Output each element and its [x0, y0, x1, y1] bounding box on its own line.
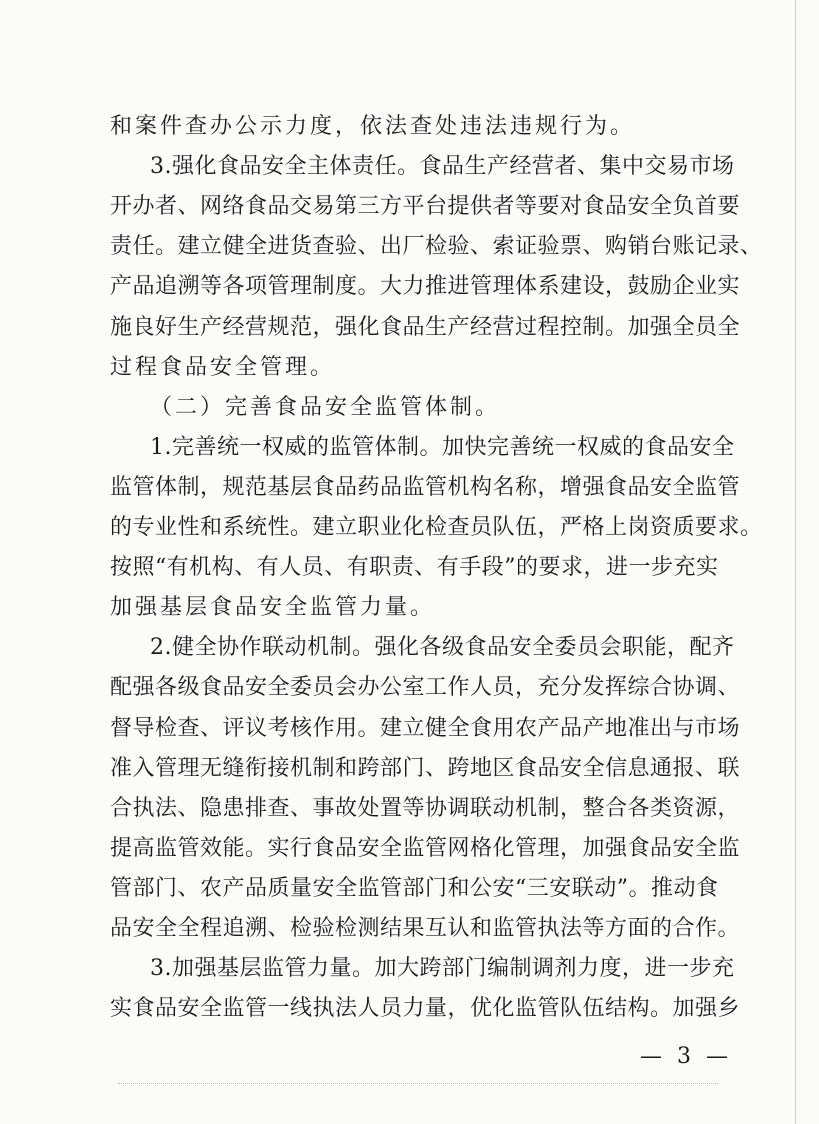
text-line: 3.加强基层监管力量。加大跨部门编制调剂力度，进一步充 — [150, 956, 735, 982]
text-line: 过程食品安全管理。 — [110, 354, 336, 380]
text-line: 3.强化食品安全主体责任。食品生产经营者、集中交易市场 — [150, 154, 735, 180]
text-line: 和案件查办公示力度，依法查处违法违规行为。 — [110, 114, 636, 139]
page-number: — 3 — — [640, 1044, 732, 1069]
text-line: 实食品安全监管一线执法人员力量，优化监管队伍结构。加强乡 — [110, 996, 741, 1022]
text-line: 准入管理无缝衔接机制和跨部门、跨地区食品安全信息通报、联 — [110, 755, 741, 781]
text-line: 管部门、农产品质量安全监管部门和公安“三安联动”。推动食 — [110, 875, 719, 901]
text-line: 1.完善统一权威的监管体制。加快完善统一权威的食品安全 — [150, 434, 735, 460]
text-line: 2.健全协作联动机制。强化各级食品安全委员会职能，配齐 — [150, 635, 735, 661]
text-line: 按照“有机构、有人员、有职责、有手段”的要求，进一步充实 — [110, 555, 719, 581]
text-line: （二）完善食品安全监管体制。 — [150, 394, 501, 420]
text-line: 提高监管效能。实行食品安全监管网格化管理，加强食品安全监 — [110, 835, 741, 861]
text-line: 配强各级食品安全委员会办公室工作人员，充分发挥综合协调、 — [110, 675, 741, 701]
text-line: 合执法、隐患排查、事故处置等协调联动机制，整合各类资源， — [110, 795, 741, 821]
text-line: 的专业性和系统性。建立职业化检查员队伍，严格上岗资质要求。 — [110, 515, 763, 540]
text-line: 责任。建立健全进货查验、出厂检验、索证验票、购销台账记录、 — [110, 234, 763, 260]
text-line: 加强基层食品安全监管力量。 — [110, 595, 436, 621]
scan-edge — [795, 0, 796, 1124]
text-line: 品安全全程追溯、检验检测结果互认和监管执法等方面的合作。 — [110, 916, 741, 941]
scan-dotted-line — [118, 1083, 718, 1084]
text-line: 督导检查、评议考核作用。建立健全食用农产品产地准出与市场 — [110, 715, 741, 741]
text-line: 施良好生产经营规范，强化食品生产经营过程控制。加强全员全 — [110, 314, 741, 340]
text-line: 开办者、网络食品交易第三方平台提供者等要对食品安全负首要 — [110, 194, 741, 220]
text-line: 监管体制，规范基层食品药品监管机构名称，增强食品安全监管 — [110, 474, 741, 500]
text-line: 产品追溯等各项管理制度。大力推进管理体系建设，鼓励企业实 — [110, 274, 741, 300]
